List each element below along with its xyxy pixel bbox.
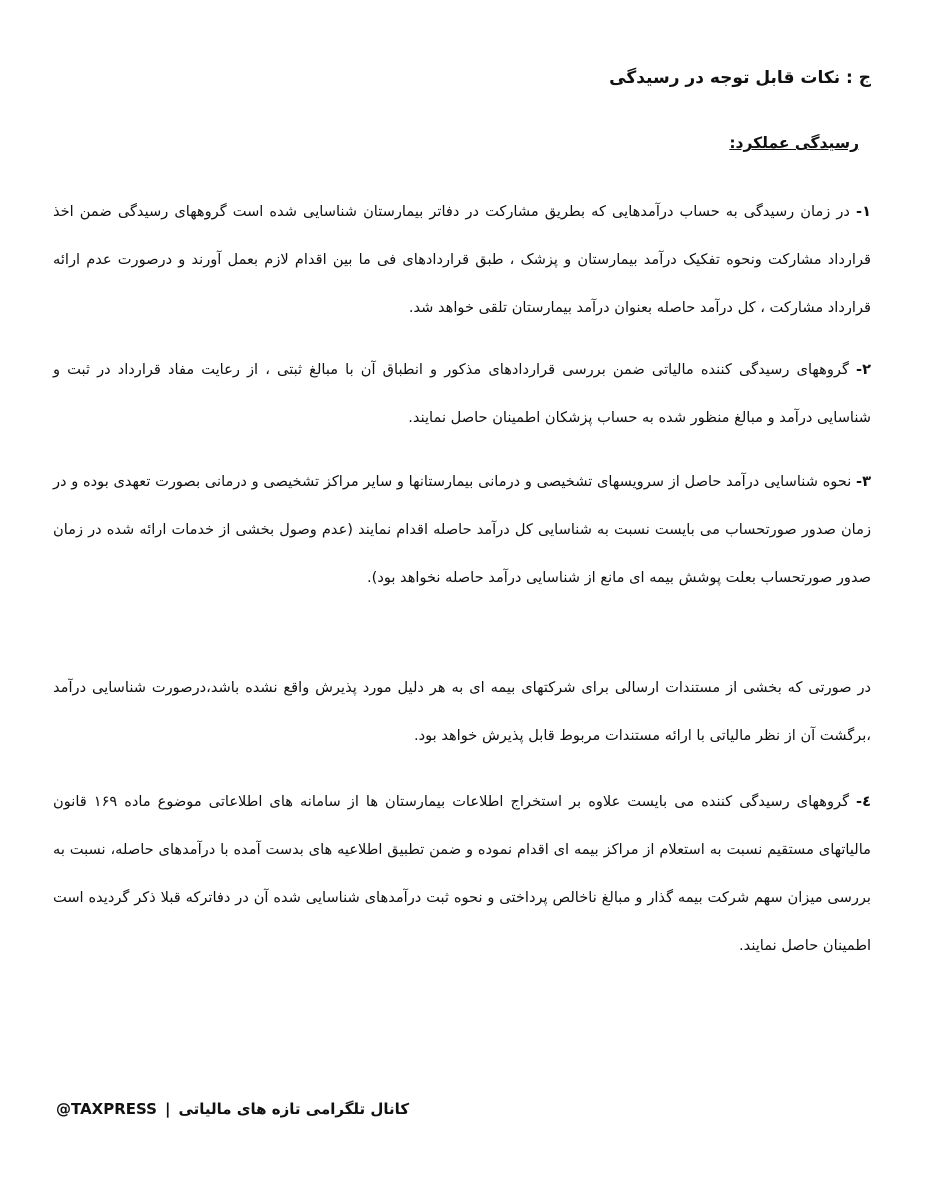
paragraph-4-text: گروههای رسیدگی کننده می بایست علاوه بر استخراج اطلاعات بیمارستان ها از سامانه های اطلاعاتی موضوع ماده ۱۶۹ قانون مالیاتهای مستقیم نسبت به استعلام از مراکز بیمه ای اقدام نموده و ضمن تطبیق اطلاعیه های بدست آمده با درآمدهای حاصله، نسبت به بررسی میزان سهم شرکت بیمه گذار و مبالغ ناخالص پرداختی و نحوه ثبت درآمدهای شناسایی شده آن در دفاترکه قبلا ذکر گردیده است اطمینان حاصل نمایند.	[53, 793, 871, 954]
paragraph-3	[53, 458, 871, 602]
paragraph-4	[53, 778, 871, 970]
paragraph-2-number: ۲-	[856, 361, 872, 378]
paragraph-3-note	[53, 664, 871, 760]
paragraph-4-number: ٤-	[856, 793, 872, 810]
telegram-handle: @TAXPRESS	[56, 1100, 157, 1118]
paragraph-1	[53, 188, 871, 332]
paragraph-1-number: ۱-	[856, 203, 871, 220]
footer-credit	[56, 1100, 409, 1118]
paragraph-3-text: نحوه شناسایی درآمد حاصل از سرویسهای تشخیصی و درمانی بیمارستانها و سایر مراکز تشخیصی و درمانی بصورت تعهدی بوده و در زمان صدور صورتحساب می بایست نسبت به شناسایی کل درآمد حاصله اقدام نمایند (عدم وصول بخشی از خدمات ارائه شده در زمان صدور صورتحساب بعلت پوشش بیمه ای مانع از شناسایی درآمد حاصله نخواهد بود).	[53, 473, 871, 586]
paragraph-2-text: گروههای رسیدگی کننده مالیاتی ضمن بررسی قراردادهای مذکور و انطباق آن با مبالغ ثبتی ، از رعایت مفاد قرارداد در ثبت و شناسایی درآمد و مبالغ منظور شده به حساب پزشکان اطمینان حاصل نمایند.	[53, 361, 871, 426]
section-heading: ج : نکات قابل توجه در رسیدگی	[609, 68, 871, 88]
paragraph-2	[53, 346, 871, 442]
paragraph-3-number: ۳-	[856, 473, 872, 490]
paragraph-1-text: در زمان رسیدگی به حساب درآمدهایی که بطریق مشارکت در دفاتر بیمارستان شناسایی شده است گروههای رسیدگی ضمن اخذ قرارداد مشارکت ونحوه تفکیک درآمد بیمارستان و پزشک ، طبق قراردادهای فی ما بین اقدام لازم بعمل آورند و درصورت عدم ارائه قرارداد مشارکت ، کل درآمد حاصله بعنوان درآمد بیمارستان تلقی خواهد شد.	[53, 203, 871, 316]
paragraph-3-note-text: در صورتی که بخشی از مستندات ارسالی برای شرکتهای بیمه ای به هر دلیل مورد پذیرش واقع نشده باشد،درصورت شناسایی درآمد ،برگشت آن از نظر مالیاتی با ارائه مستندات مربوط قابل پذیرش خواهد بود.	[53, 679, 871, 744]
telegram-channel-name: کانال تلگرامی تازه های مالیاتی	[178, 1100, 410, 1118]
footer-separator: |	[164, 1100, 171, 1118]
subsection-heading: رسیدگی عملکرد:	[729, 134, 859, 152]
